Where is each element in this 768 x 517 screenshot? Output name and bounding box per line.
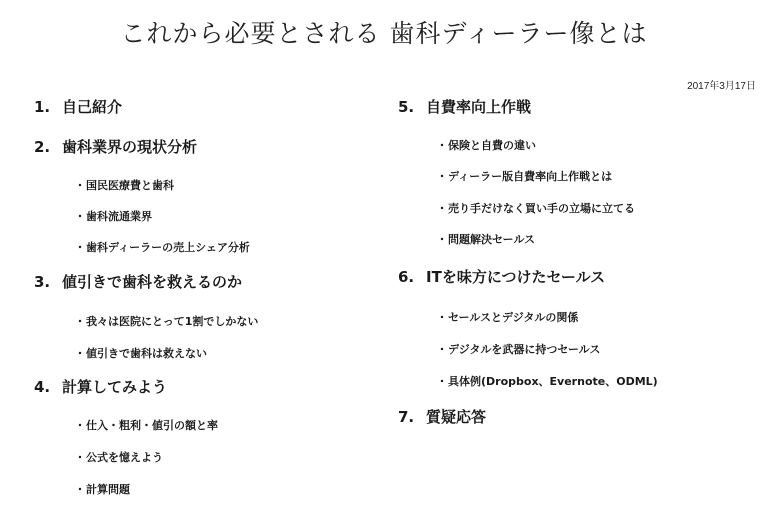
list-item: ・セールスとデジタルの関係: [436, 311, 579, 324]
list-item: ・歯科流通業界: [74, 210, 152, 223]
list-item: ・ディーラー版自費率向上作戦とは: [436, 170, 613, 183]
bullet-icon: ・: [74, 483, 86, 496]
bullet-icon: ・: [436, 170, 448, 183]
list-item: ・問題解決セールス: [436, 233, 536, 246]
bullet-icon: ・: [74, 179, 86, 192]
list-item: ・仕入・粗利・値引の額と率: [74, 419, 218, 432]
section-items: [436, 138, 635, 248]
section-1: [34, 97, 122, 117]
section-label: 自己紹介: [62, 98, 123, 116]
list-item: ・値引きで歯科は救えない: [74, 347, 207, 360]
list-item: ・売り手だけなく買い手の立場に立てる: [436, 202, 635, 215]
list-item: ・具体例(Dropbox、Evernote、ODML): [436, 375, 658, 388]
bullet-icon: ・: [436, 233, 448, 246]
section-heading: [398, 267, 658, 287]
section-number: 2.: [34, 138, 51, 156]
section-number: 4.: [34, 378, 51, 396]
section-7: [398, 407, 486, 427]
section-number: 3.: [34, 273, 51, 291]
section-heading: [398, 407, 486, 427]
section-items: [74, 418, 218, 498]
list-item: ・歯科ディーラーの売上シェア分析: [74, 241, 250, 254]
section-heading: [34, 272, 258, 292]
list-item: ・我々は医院にとって1割でしかない: [74, 315, 259, 328]
section-number: 5.: [398, 98, 415, 116]
bullet-icon: ・: [436, 139, 448, 152]
section-label: 自費率向上作戦: [426, 98, 532, 116]
section-label: 質疑応答: [426, 408, 487, 426]
section-number: 1.: [34, 98, 51, 116]
section-3: [34, 272, 258, 362]
section-number: 7.: [398, 408, 415, 426]
slide-title: これから必要とされる 歯科ディーラー像とは: [120, 19, 648, 48]
section-number: 6.: [398, 268, 415, 286]
list-item: ・保険と自費の違い: [436, 139, 536, 152]
section-label: 計算してみよう: [62, 378, 168, 396]
bullet-icon: ・: [436, 202, 448, 215]
section-items: [436, 310, 658, 390]
bullet-icon: ・: [74, 210, 86, 223]
section-5: [398, 97, 635, 248]
list-item: ・計算問題: [74, 483, 130, 496]
section-items: [74, 178, 250, 256]
bullet-icon: ・: [436, 343, 448, 356]
section-label: ITを味方につけたセールス: [426, 268, 606, 286]
section-heading: [34, 137, 250, 157]
slide-date: 2017年3月17日: [687, 81, 756, 92]
bullet-icon: ・: [74, 451, 86, 464]
section-label: 歯科業界の現状分析: [62, 138, 198, 156]
section-heading: [34, 377, 218, 397]
bullet-icon: ・: [436, 311, 448, 324]
list-item: ・公式を憶えよう: [74, 451, 163, 464]
section-2: [34, 137, 250, 256]
section-6: [398, 267, 658, 390]
list-item: ・国民医療費と歯科: [74, 179, 174, 192]
bullet-icon: ・: [74, 419, 86, 432]
bullet-icon: ・: [74, 315, 86, 328]
bullet-icon: ・: [74, 241, 86, 254]
section-label: 値引きで歯科を救えるのか: [62, 273, 243, 291]
list-item: ・デジタルを武器に持つセールス: [436, 343, 601, 356]
bullet-icon: ・: [436, 375, 448, 388]
section-4: [34, 377, 218, 498]
bullet-icon: ・: [74, 347, 86, 360]
section-heading: [34, 97, 122, 117]
section-items: [74, 314, 258, 362]
section-heading: [398, 97, 635, 117]
